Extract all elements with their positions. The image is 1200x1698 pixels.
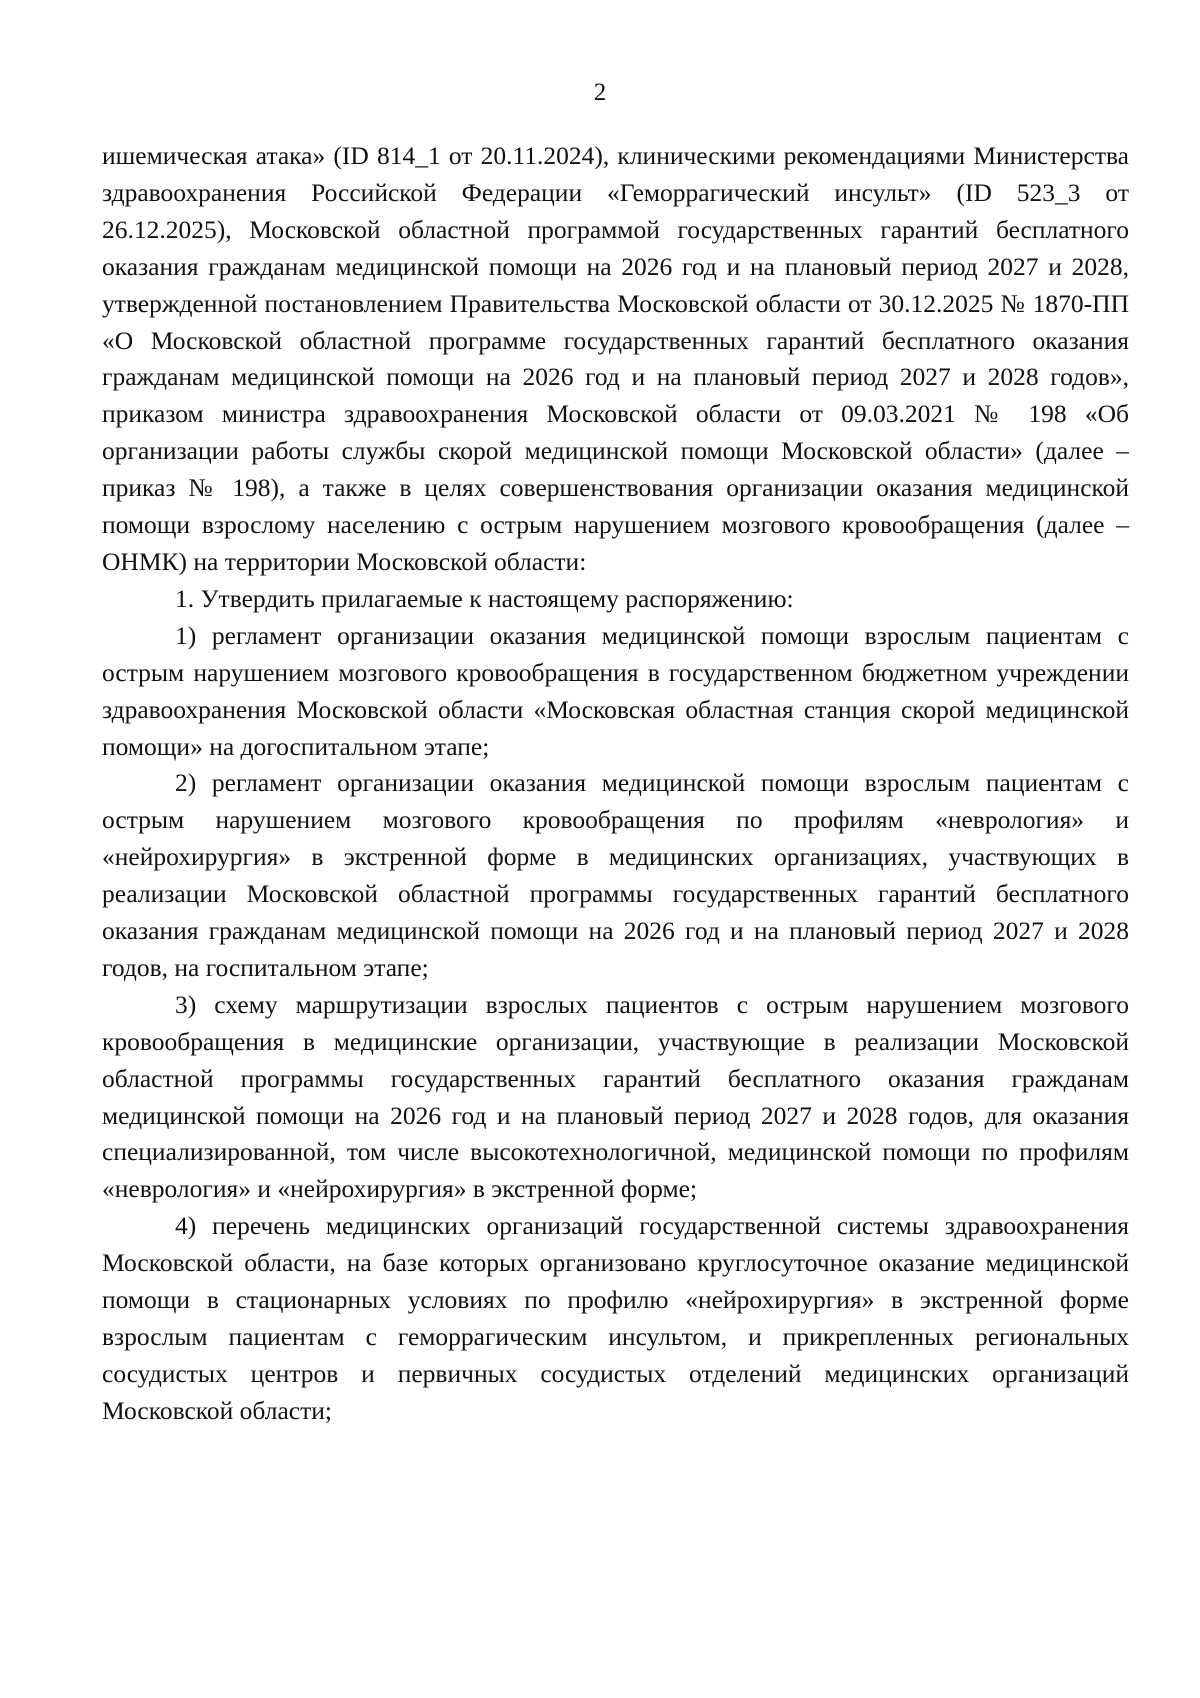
paragraph-subitem-1-prehospital-regulation: 1) регламент организации оказания медицинской помощи взрослым пациентам с острым нарушением мозгового кровообращения в государственном бюджетном учреждении здравоохранения Московской области «Московская областная станция скорой медицинской помощи» на догоспитальном этапе;: [102, 620, 1129, 761]
page-number: 2: [593, 79, 607, 106]
document-body: [102, 138, 1129, 1430]
paragraph-intro-continuation: ишемическая атака» (ID 814_1 от 20.11.2024), клиническими рекомендациями Министерства здравоохранения Российской Федерации «Геморрагический инсульт» (ID 523_3 от 26.12.2025), Московской областной программой государственных гарантий бесплатного оказания гражданам медицинской помощи на 2026 год и на плановый период 2027 и 2028, утвержденной постановлением Правительства Московской области от 30.12.2025 № 1870-ПП «О Московской областной программе государственных гарантий бесплатного оказания гражданам медицинской помощи на 2026 год и на плановый период 2027 и 2028 годов», приказом министра здравоохранения Московской области от 09.03.2021 № 198 «Об организации работы службы скорой медицинской помощи Московской области» (далее – приказ № 198), а также в целях совершенствования организации оказания медицинской помощи взрослому населению с острым нарушением мозгового кровообращения (далее – ОНМК) на территории Московской области:: [102, 141, 1129, 576]
paragraph-item-1-approve: 1. Утвердить прилагаемые к настоящему распоряжению:: [175, 583, 794, 613]
paragraph-subitem-4-organizations-list: 4) перечень медицинских организаций государственной системы здравоохранения Московской области, на базе которых организовано круглосуточное оказание медицинской помощи в стационарных условиях по профилю «нейрохирургия» в экстренной форме взрослым пациентам с геморрагическим инсультом, и прикрепленных региональных сосудистых центров и первичных сосудистых отделений медицинских организаций Московской области;: [102, 1211, 1129, 1425]
paragraph-subitem-3-routing-scheme: 3) схему маршрутизации взрослых пациентов с острым нарушением мозгового кровообращения в медицинские организации, участвующие в реализации Московской областной программы государственных гарантий бесплатного оказания гражданам медицинской помощи на 2026 год и на плановый период 2027 и 2028 годов, для оказания специализированной, том числе высокотехнологичной, медицинской помощи по профилям «неврология» и «нейрохирургия» в экстренной форме;: [102, 989, 1129, 1204]
paragraph-subitem-2-hospital-regulation: 2) регламент организации оказания медицинской помощи взрослым пациентам с острым нарушением мозгового кровообращения по профилям «неврология» и «нейрохирургия» в экстренной форме в медицинских организациях, участвующих в реализации Московской областной программы государственных гарантий бесплатного оказания гражданам медицинской помощи на 2026 год и на плановый период 2027 и 2028 годов, на госпитальном этапе;: [102, 768, 1129, 982]
